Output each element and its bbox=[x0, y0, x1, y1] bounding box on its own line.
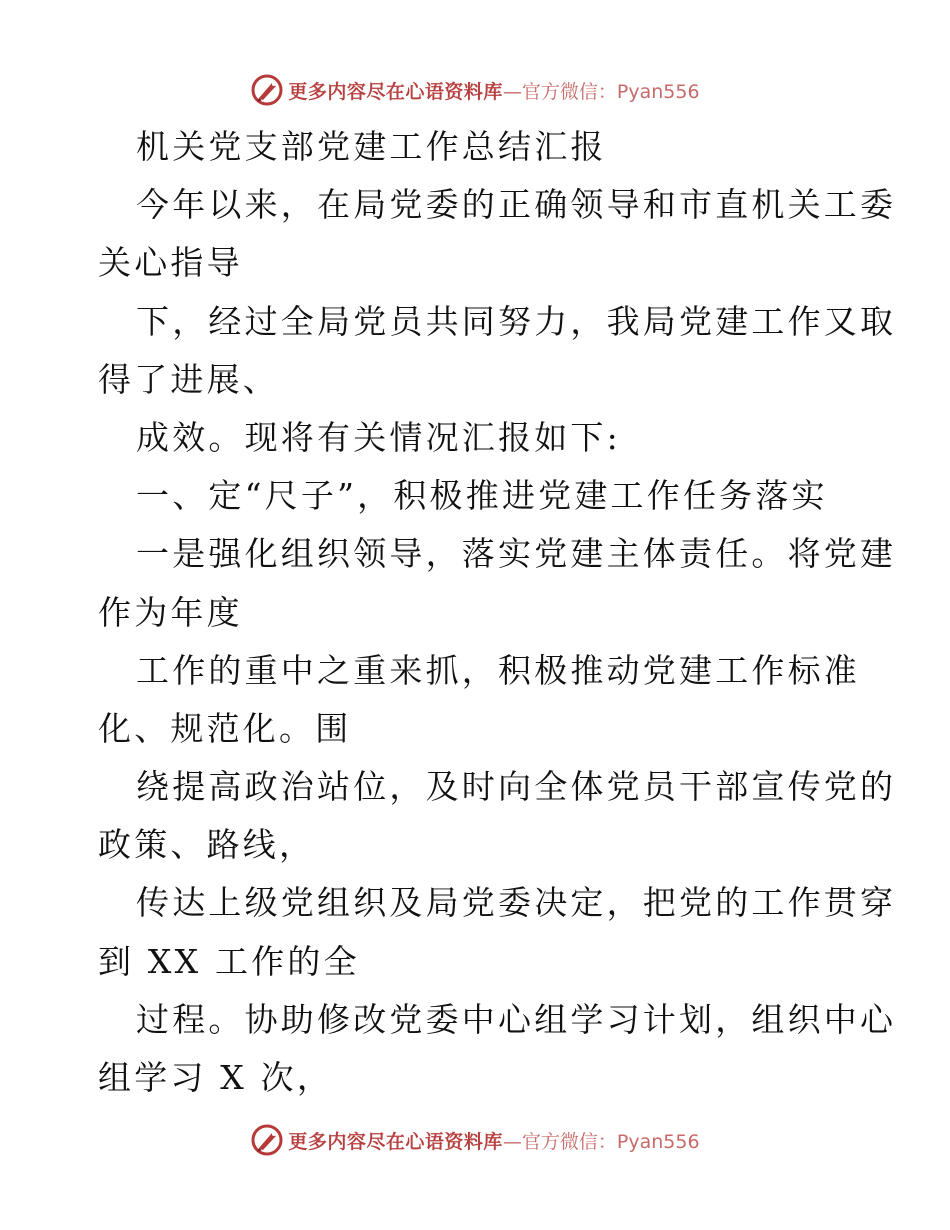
paragraph-line: 化、规范化。围 bbox=[98, 708, 352, 748]
paragraph-line: 绕提高政治站位，及时向全体党员干部宣传党的 bbox=[136, 767, 897, 807]
paragraph-line: 一是强化组织领导，落实党建主体责任。将党建 bbox=[136, 534, 897, 574]
paragraph-line: 到 XX 工作的全 bbox=[98, 941, 360, 981]
watermark-slogan: 更多内容尽在心语资料库 bbox=[288, 1130, 503, 1153]
watermark-slogan: 更多内容尽在心语资料库 bbox=[288, 80, 503, 103]
paragraph-line: 下，经过全局党员共同努力，我局党建工作又取 bbox=[136, 301, 897, 341]
paragraph-line: 过程。协助修改党委中心组学习计划，组织中心 bbox=[136, 999, 897, 1039]
paragraph-line: 关心指导 bbox=[98, 243, 243, 283]
watermark-wechat: —官方微信：Pyan556 bbox=[502, 1130, 700, 1153]
paragraph-line: 工作的重中之重来抓，积极推动党建工作标准 bbox=[136, 650, 860, 690]
paragraph-line: 成效。现将有关情况汇报如下: bbox=[136, 417, 621, 457]
document-body bbox=[98, 118, 897, 1107]
paragraph-line: 作为年度 bbox=[98, 592, 243, 632]
paragraph-line: 传达上级党组织及局党委决定，把党的工作贯穿 bbox=[136, 883, 897, 923]
paragraph-line: 组学习 X 次， bbox=[98, 1058, 334, 1097]
document-title: 机关党支部党建工作总结汇报 bbox=[136, 127, 607, 166]
watermark-wechat: —官方微信：Pyan556 bbox=[502, 80, 700, 103]
paragraph-line: 得了进展、 bbox=[98, 359, 279, 399]
paragraph-line: 今年以来，在局党委的正确领导和市直机关工委 bbox=[136, 185, 897, 225]
section-heading: 一、定“尺子”，积极推进党建工作任务落实 bbox=[136, 476, 828, 516]
paragraph-line: 政策、路线， bbox=[98, 825, 316, 865]
pen-logo-icon bbox=[250, 1123, 284, 1157]
footer-watermark bbox=[0, 1120, 950, 1160]
header-watermark bbox=[0, 70, 950, 110]
pen-logo-icon bbox=[250, 73, 284, 107]
